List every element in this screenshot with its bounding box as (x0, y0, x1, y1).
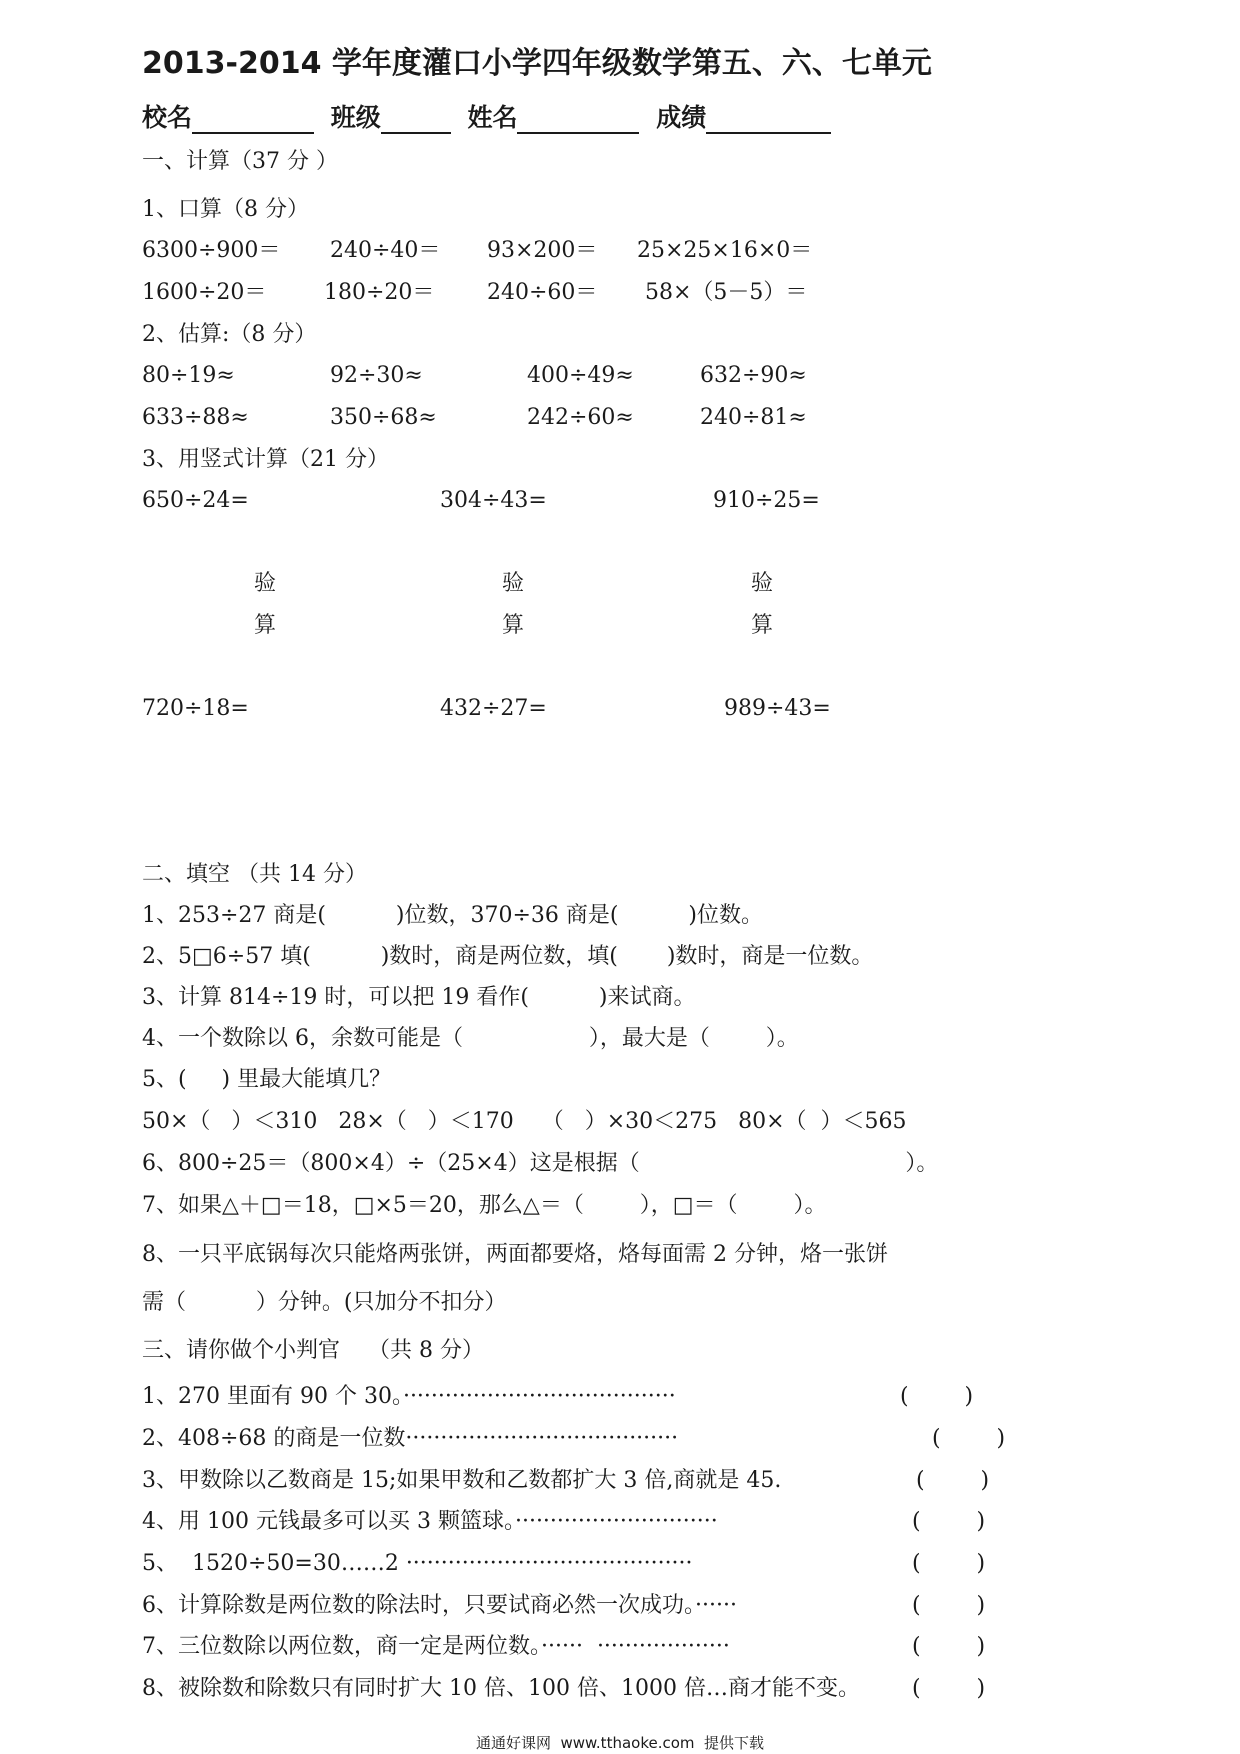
estimate-item: 632÷90≈ (700, 363, 807, 388)
score-blank[interactable] (706, 106, 831, 134)
check-label: 验 (502, 571, 525, 596)
mental-calc-item: 58×（5－5）＝ (645, 280, 808, 305)
check-label: 算 (502, 613, 525, 638)
section-3-heading: 三、请你做个小判官 （共 8 分） (142, 1338, 484, 1363)
judge-answer-paren[interactable]: ( ) (932, 1426, 1006, 1451)
estimate-item: 92÷30≈ (330, 363, 423, 388)
fill-blank-item: 7、如果△＋□＝18，□×5＝20，那么△＝（ ），□＝（ ）。 (142, 1193, 827, 1218)
fill-blank-item: 6、800÷25＝（800×4）÷（25×4）这是根据（ ）。 (142, 1151, 939, 1176)
q3-heading: 3、用竖式计算（21 分） (142, 447, 389, 472)
judge-answer-paren[interactable]: ( ) (912, 1634, 986, 1659)
fill-blank-item: 8、一只平底锅每次只能烙两张饼，两面都要烙，烙每面需 2 分钟，烙一张饼 (142, 1242, 888, 1267)
judge-answer-paren[interactable]: ( ) (912, 1551, 986, 1576)
fill-blank-item: 5、( ) 里最大能填几？ (142, 1067, 392, 1092)
mental-calc-item: 93×200＝ (487, 238, 598, 263)
check-label: 算 (254, 613, 277, 638)
mental-calc-item: 180÷20＝ (324, 280, 435, 305)
estimate-item: 242÷60≈ (527, 405, 634, 430)
judge-item-text: 3、甲数除以乙数商是 15;如果甲数和乙数都扩大 3 倍,商就是 45. (142, 1468, 782, 1493)
class-blank[interactable] (381, 106, 451, 134)
q2-heading: 2、估算:（8 分） (142, 322, 317, 347)
student-info-row (142, 98, 839, 134)
mental-calc-item: 25×25×16×0＝ (637, 238, 813, 263)
check-label: 算 (751, 613, 774, 638)
section-1-heading: 一、计算（37 分 ） (142, 149, 338, 174)
fill-blank-item: 4、一个数除以 6，余数可能是（ ），最大是（ ）。 (142, 1026, 799, 1051)
fill-blank-item: 1、253÷27 商是( )位数，370÷36 商是( )位数。 (142, 903, 764, 928)
fill-blank-item: 3、计算 814÷19 时，可以把 19 看作( )来试商。 (142, 985, 696, 1010)
long-division-item: 910÷25= (713, 488, 820, 513)
check-label: 验 (254, 571, 277, 596)
fill-blank-item: 2、5□6÷57 填( )数时，商是两位数，填( )数时，商是一位数。 (142, 944, 874, 969)
judge-answer-paren[interactable]: ( ) (912, 1676, 986, 1701)
long-division-item: 304÷43= (440, 488, 547, 513)
mental-calc-item: 240÷60＝ (487, 280, 598, 305)
footer-source: 通通好课网 www.tthaoke.com 提供下载 (475, 1734, 765, 1752)
school-label: 校名 (142, 103, 193, 132)
judge-item-text: 4、用 100 元钱最多可以买 3 颗篮球。····························· (142, 1509, 718, 1534)
school-blank[interactable] (192, 106, 314, 134)
q1-heading: 1、口算（8 分） (142, 197, 309, 222)
mental-calc-item: 6300÷900＝ (142, 238, 281, 263)
judge-answer-paren[interactable]: ( ) (912, 1593, 986, 1618)
score-label: 成绩 (656, 103, 707, 132)
judge-item-text: 1、270 里面有 90 个 30。······································· (142, 1384, 676, 1409)
fill-blank-item: 50×（ ）＜310 28×（ ）＜170 （ ）×30＜275 80×（ ）＜565 (142, 1109, 907, 1134)
judge-item-text: 5、 1520÷50=30……2 ········································· (142, 1551, 693, 1576)
estimate-item: 400÷49≈ (527, 363, 634, 388)
judge-answer-paren[interactable]: ( ) (912, 1509, 986, 1534)
judge-item-text: 7、三位数除以两位数，商一定是两位数。······ ··················· (142, 1634, 730, 1659)
estimate-item: 350÷68≈ (330, 405, 437, 430)
estimate-item: 80÷19≈ (142, 363, 235, 388)
mental-calc-item: 240÷40＝ (330, 238, 441, 263)
class-label: 班级 (330, 103, 381, 132)
long-division-item: 432÷27= (440, 696, 547, 721)
page-title: 2013-2014 学年度灌口小学四年级数学第五、六、七单元 (142, 46, 932, 81)
name-blank[interactable] (517, 106, 639, 134)
judge-answer-paren[interactable]: ( ) (900, 1384, 974, 1409)
judge-item-text: 8、被除数和除数只有同时扩大 10 倍、100 倍、1000 倍…商才能不变。 (142, 1676, 860, 1701)
long-division-item: 650÷24= (142, 488, 249, 513)
judge-item-text: 2、408÷68 的商是一位数······································· (142, 1426, 679, 1451)
mental-calc-item: 1600÷20＝ (142, 280, 267, 305)
estimate-item: 240÷81≈ (700, 405, 807, 430)
check-label: 验 (751, 571, 774, 596)
fill-blank-item: 需（ ）分钟。(只加分不扣分） (142, 1290, 507, 1315)
long-division-item: 720÷18= (142, 696, 249, 721)
judge-item-text: 6、计算除数是两位数的除法时，只要试商必然一次成功。······ (142, 1593, 737, 1618)
long-division-item: 989÷43= (724, 696, 831, 721)
judge-answer-paren[interactable]: ( ) (916, 1468, 990, 1493)
name-label: 姓名 (467, 103, 518, 132)
estimate-item: 633÷88≈ (142, 405, 249, 430)
section-2-heading: 二、填空 （共 14 分） (142, 862, 367, 887)
